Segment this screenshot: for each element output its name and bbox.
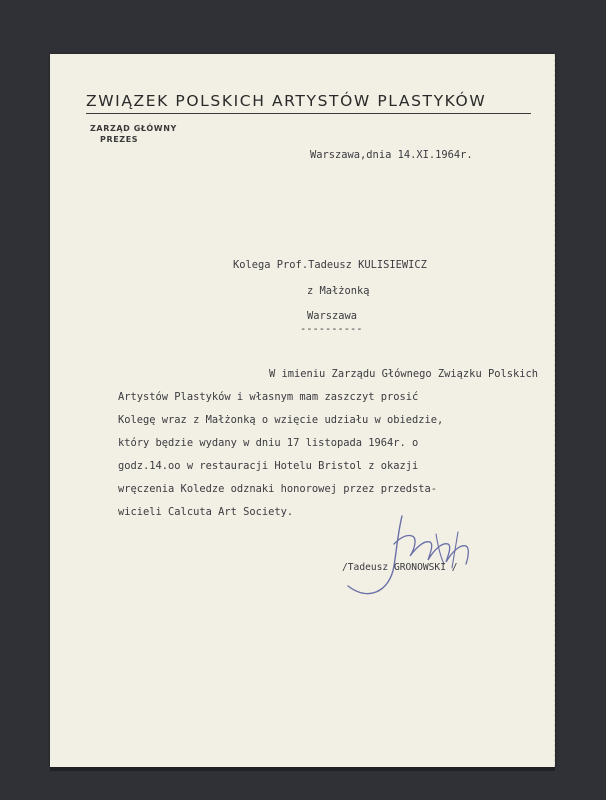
letterhead-board: ZARZĄD GŁÓWNY (90, 124, 177, 133)
addressee-city: Warszawa (307, 310, 358, 322)
letter-page (50, 54, 555, 767)
body-line: Kolegę wraz z Małżonką o wzięcie udziału w obiedzie, (118, 414, 444, 426)
body-line: wręczenia Koledze odznaki honorowej przez przedsta- (118, 483, 438, 495)
addressee-underline: ---------- (300, 323, 363, 335)
body-line: Artystów Plastyków i własnym mam zaszczyt prosić (118, 391, 419, 403)
scan-edge-strip (50, 767, 555, 771)
addressee-with: z Małżonką (307, 285, 370, 297)
signatory-name: /Tadeusz GRONOWSKI / (342, 562, 458, 573)
handwritten-signature (340, 504, 500, 604)
letterhead-title: ZWIĄZEK POLSKICH ARTYSTÓW PLASTYKÓW (86, 92, 531, 114)
body-line: który będzie wydany w dniu 17 listopada 1964r. o (118, 437, 419, 449)
body-line: godz.14.oo w restauracji Hotelu Bristol z okazji (118, 460, 419, 472)
body-line: W imieniu Zarządu Głównego Związku Polskich (269, 368, 538, 380)
addressee-name: Kolega Prof.Tadeusz KULISIEWICZ (233, 259, 427, 271)
date-line: Warszawa,dnia 14.XI.1964r. (310, 149, 473, 161)
body-line: wicieli Calcuta Art Society. (118, 506, 294, 518)
letterhead-president: PREZES (100, 135, 139, 144)
